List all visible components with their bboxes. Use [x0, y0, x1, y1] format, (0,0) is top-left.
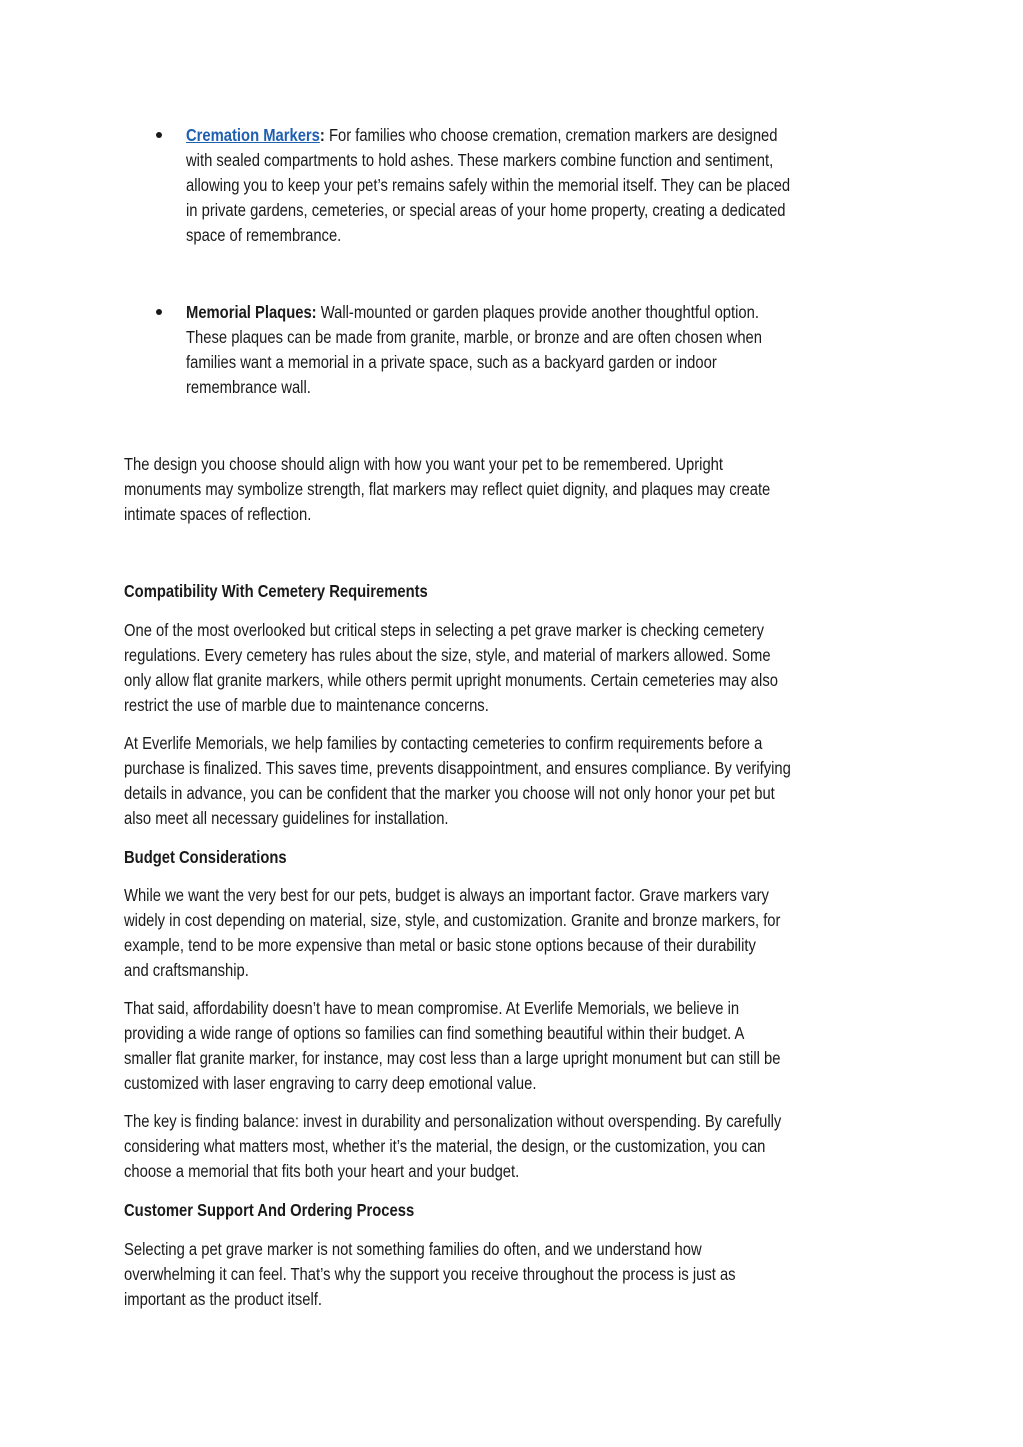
paragraph-line: Selecting a pet grave marker is not something families do often, and we understand how: [124, 1239, 702, 1259]
paragraph-line: The key is finding balance: invest in durability and personalization without overspending. By carefully: [124, 1111, 782, 1131]
intro-paragraph-line-1: The design you choose should align with how you want your pet to be remembered. Upright: [124, 454, 723, 474]
paragraph-line: details in advance, you can be confident that the marker you choose will not only honor your pet but: [124, 783, 775, 803]
bullet-plaques-line-1: [186, 302, 759, 322]
lead-colon: :: [319, 125, 325, 145]
bullet-icon: [156, 309, 162, 315]
paragraph-line: smaller flat granite marker, for instance, may cost less than a large upright monument but can still be: [124, 1048, 781, 1068]
paragraph-line: That said, affordability doesn’t have to mean compromise. At Everlife Memorials, we believe in: [124, 998, 740, 1018]
bullet-cremation-line-4: in private gardens, cemeteries, or special areas of your home property, creating a dedicated: [186, 200, 786, 220]
bullet-plaques-line-2: These plaques can be made from granite, marble, or bronze and are often chosen when: [186, 327, 762, 347]
paragraph-line: providing a wide range of options so families can find something beautiful within their budget. A: [124, 1023, 745, 1043]
paragraph-line: restrict the use of marble due to maintenance concerns.: [124, 695, 489, 715]
bullet-cremation-line-2: with sealed compartments to hold ashes. These markers combine function and sentiment,: [186, 150, 774, 170]
paragraph-line: example, tend to be more expensive than metal or basic stone options because of their durability: [124, 935, 756, 955]
paragraph-line: widely in cost depending on material, size, style, and customization. Granite and bronze markers, for: [124, 910, 781, 930]
bullet-plaques-line-3: families want a memorial in a private space, such as a backyard garden or indoor: [186, 352, 717, 372]
paragraph-line: regulations. Every cemetery has rules about the size, style, and material of markers allowed. Some: [124, 645, 771, 665]
paragraph-line: considering what matters most, whether it’s the material, the design, or the customization, you can: [124, 1136, 766, 1156]
bullet-cremation-line-3: allowing you to keep your pet’s remains safely within the memorial itself. They can be placed: [186, 175, 791, 195]
paragraph-line: important as the product itself.: [124, 1289, 323, 1309]
paragraph-line: One of the most overlooked but critical steps in selecting a pet grave marker is checking cemetery: [124, 620, 765, 640]
paragraph-line: and craftsmanship.: [124, 960, 249, 980]
line-text: Wall-mounted or garden plaques provide another thoughtful option.: [316, 302, 759, 322]
bullet-plaques-line-4: remembrance wall.: [186, 377, 311, 397]
paragraph-line: only allow flat granite markers, while others permit upright monuments. Certain cemeteries may also: [124, 670, 778, 690]
bullet-icon: [156, 132, 162, 138]
line-text: For families who choose cremation, cremation markers are designed: [324, 125, 778, 145]
bullet-cremation-line-5: space of remembrance.: [186, 225, 342, 245]
paragraph-line: also meet all necessary guidelines for installation.: [124, 808, 449, 828]
intro-paragraph-line-2: monuments may symbolize strength, flat markers may reflect quiet dignity, and plaques may create: [124, 479, 771, 499]
intro-paragraph-line-3: intimate spaces of reflection.: [124, 504, 312, 524]
section-heading-customer-support: Customer Support And Ordering Process: [124, 1200, 415, 1220]
paragraph-line: overwhelming it can feel. That’s why the support you receive throughout the process is just as: [124, 1264, 736, 1284]
paragraph-line: While we want the very best for our pets, budget is always an important factor. Grave markers vary: [124, 885, 769, 905]
section-heading-budget: Budget Considerations: [124, 847, 287, 867]
paragraph-line: customized with laser engraving to carry deep emotional value.: [124, 1073, 537, 1093]
bullet-cremation-line-1: [186, 125, 778, 145]
paragraph-line: At Everlife Memorials, we help families by contacting cemeteries to confirm requirements before a: [124, 733, 763, 753]
memorial-plaques-label: Memorial Plaques:: [186, 302, 317, 322]
section-heading-compatibility: Compatibility With Cemetery Requirements: [124, 581, 428, 601]
cremation-markers-link[interactable]: Cremation Markers: [186, 125, 320, 145]
paragraph-line: purchase is finalized. This saves time, prevents disappointment, and ensures compliance. By verifying: [124, 758, 791, 778]
paragraph-line: choose a memorial that fits both your heart and your budget.: [124, 1161, 520, 1181]
